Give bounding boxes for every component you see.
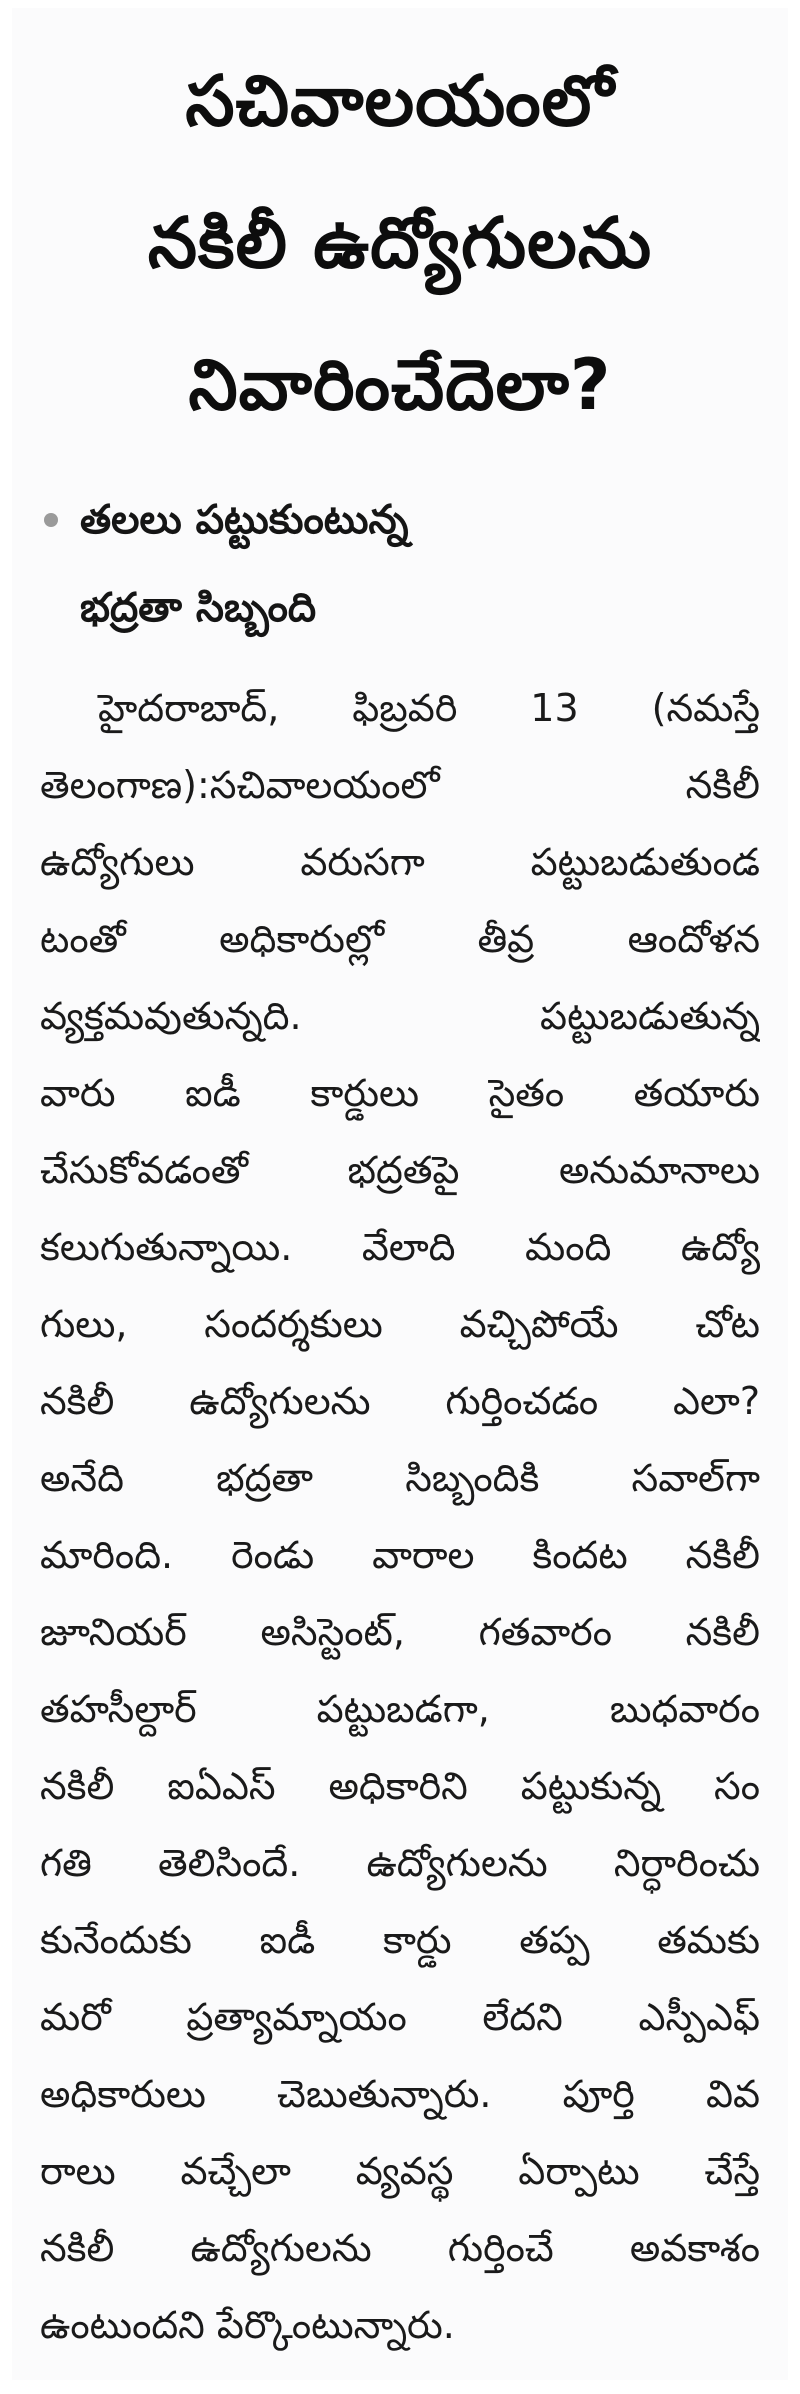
bullet-icon — [44, 513, 58, 527]
article-body — [40, 670, 760, 2364]
body-line: మరో ప్రత్యామ్నాయం లేదని ఎస్పీఎఫ్ — [40, 1995, 760, 2039]
body-line: చేసుకోవడంతో భద్రతపై అనుమానాలు — [40, 1148, 760, 1192]
body-line: గులు, సందర్శకులు వచ్చిపోయే చోట — [40, 1302, 760, 1346]
body-line: మారింది. రెండు వారాల కిందట నకిలీ — [40, 1533, 760, 1577]
subheadline — [40, 476, 760, 652]
body-line: వ్యక్తమవుతున్నది. పట్టుబడుతున్న — [40, 994, 760, 1038]
news-clipping — [12, 8, 788, 2380]
body-line: వారు ఐడీ కార్డులు సైతం తయారు — [40, 1071, 760, 1115]
body-line: నకిలీ ఉద్యోగులను గుర్తించే అవకాశం — [40, 2226, 760, 2270]
body-line: రాలు వచ్చేలా వ్యవస్థ ఏర్పాటు చేస్తే — [40, 2149, 760, 2193]
body-line: అధికారులు చెబుతున్నారు. పూర్తి వివ — [40, 2072, 760, 2116]
headline — [40, 8, 760, 456]
subheadline-text: తలలు పట్టుకుంటున్న — [80, 497, 409, 543]
body-line: నకిలీ ఉద్యోగులను గుర్తించడం ఎలా? — [40, 1379, 760, 1423]
body-line: జూనియర్ అసిస్టెంట్, గతవారం నకిలీ — [40, 1610, 760, 1654]
subheadline-text: భద్రతా సిబ్బంది — [80, 585, 317, 631]
body-line: అనేది భద్రతా సిబ్బందికి సవాల్‌గా — [40, 1456, 760, 1500]
headline-line: నకిలీ ఉద్యోగులను — [147, 202, 653, 284]
subheadline-line — [44, 476, 760, 564]
body-line: కలుగుతున్నాయి. వేలాది మంది ఉద్యో — [40, 1225, 760, 1269]
subheadline-line — [44, 564, 760, 652]
body-line: గతి తెలిసిందే. ఉద్యోగులను నిర్ధారించు — [40, 1841, 760, 1885]
body-line: ఉంటుందని పేర్కొంటున్నారు. — [40, 2303, 455, 2347]
body-line: నకిలీ ఐఏఎస్ అధికారిని పట్టుకున్న సం — [40, 1764, 760, 1808]
headline-line: నివారించేదెలా? — [188, 344, 612, 426]
body-line: కునేందుకు ఐడీ కార్డు తప్ప తమకు — [40, 1918, 760, 1962]
headline-line: సచివాలయంలో — [185, 60, 615, 142]
body-line: ఉద్యోగులు వరుసగా పట్టుబడుతుండ — [40, 840, 760, 884]
body-line: తెలంగాణ):సచివాలయంలో నకిలీ — [40, 763, 760, 807]
body-line: తహసీల్దార్ పట్టుబడగా, బుధవారం — [40, 1687, 760, 1731]
body-line: టంతో అధికారుల్లో తీవ్ర ఆందోళన — [40, 917, 760, 961]
body-line: హైదరాబాద్, ఫిబ్రవరి 13 (నమస్తే — [98, 686, 760, 730]
